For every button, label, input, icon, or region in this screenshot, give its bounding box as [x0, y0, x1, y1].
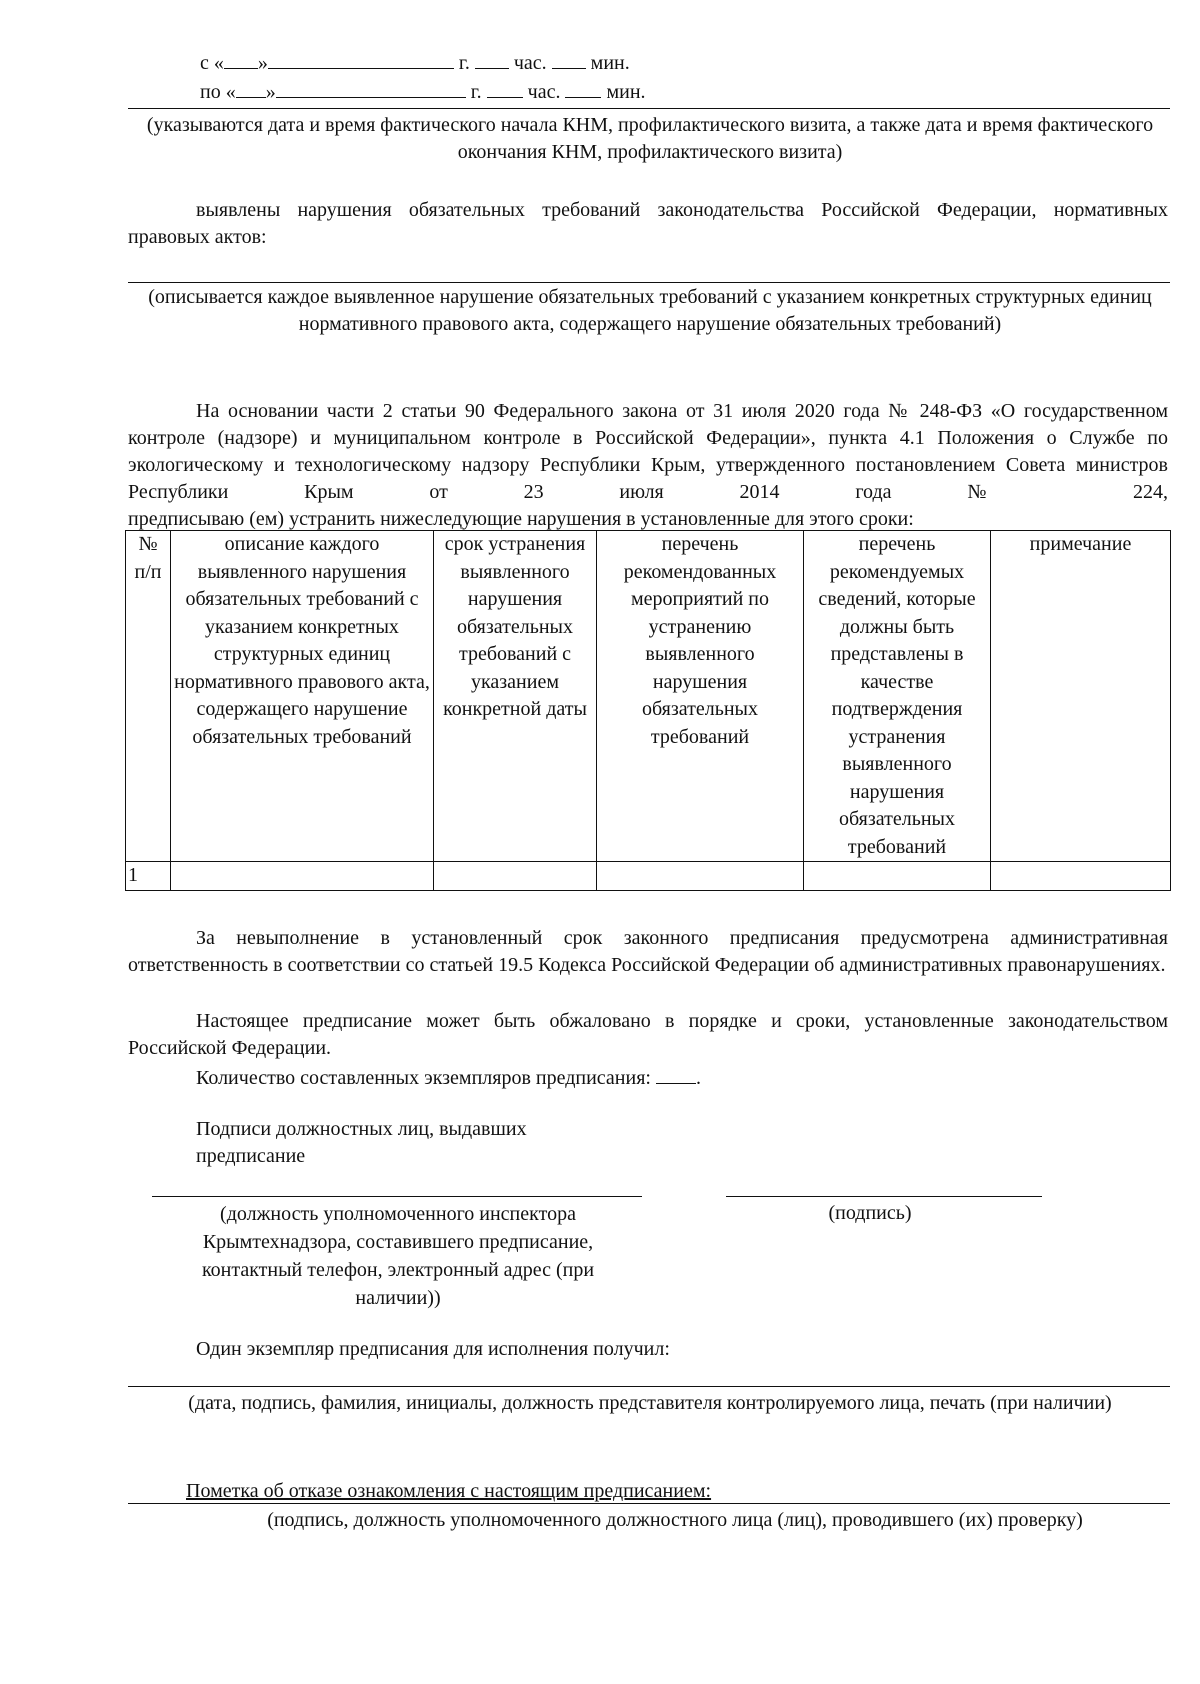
time-from-minute-blank[interactable] — [552, 50, 586, 69]
cell-evidence[interactable] — [804, 862, 991, 891]
time-from-minute-label: мин. — [590, 52, 630, 74]
received-rule[interactable] — [128, 1386, 1170, 1387]
header-deadline: срок устранения выявленного нарушения обязательных требований с указанием конкретной даты — [434, 531, 597, 862]
header-measures: перечень рекомендованных мероприятий по устранению выявленного нарушения обязательных требований — [597, 531, 804, 862]
liability-text: За невыполнение в установленный срок законного предписания предусмотрена административная ответственность в соответствии со статьей 19.5 Кодекса Российской Федерации об административных правонарушениях. — [128, 927, 1168, 976]
inspector-note: (должность уполномоченного инспектора Крымтехнадзора, составившего предписание, контактный телефон, электронный адрес (при наличии)) — [201, 1203, 595, 1309]
violations-intro: выявлены нарушения обязательных требований законодательства Российской Федерации, нормативных правовых актов: — [128, 199, 1168, 248]
time-from-hour-blank[interactable] — [475, 50, 509, 69]
signature-rule[interactable] — [726, 1196, 1042, 1197]
time-rule — [128, 108, 1170, 109]
time-to-hour-label: час. — [527, 81, 561, 103]
header-description: описание каждого выявленного нарушения обязательных требований с указанием конкретных структурных единиц нормативного правового акта, содержащего нарушение обязательных требований — [171, 531, 434, 862]
time-from-year-label: г. — [458, 52, 470, 74]
time-from-prefix: с « — [200, 52, 224, 74]
refusal-text: Пометка об отказе ознакомления с настоящим предписанием: — [186, 1480, 712, 1502]
time-to-year-label: г. — [470, 81, 482, 103]
received-note: (дата, подпись, фамилия, инициалы, должность представителя контролируемого лица, печать (при наличии) — [188, 1392, 1112, 1414]
cell-note[interactable] — [991, 862, 1171, 891]
copies-line — [196, 1065, 701, 1092]
basis-text: На основании части 2 статьи 90 Федерального закона от 31 июля 2020 года № 248-ФЗ «О государственном контроле (надзоре) и муниципальном контроле в Российской Федерации», пункта 4.1 Положения о Службе по экологическому и технологическому надзору Республики Крым, утвержденного постановлением Совета министров Республики Крым от 23 июля 2014 года № 224, — [128, 400, 1168, 503]
basis-text-last: предписываю (ем) устранить нижеследующие нарушения в установленные для этого сроки: — [128, 508, 914, 530]
violations-rule[interactable] — [128, 282, 1170, 283]
time-from-month-blank[interactable] — [268, 50, 454, 69]
received-text: Один экземпляр предписания для исполнения получил: — [196, 1338, 670, 1360]
time-from-line — [200, 50, 630, 77]
cell-measures[interactable] — [597, 862, 804, 891]
table-row — [126, 862, 1171, 891]
header-number: № п/п — [126, 531, 171, 862]
header-note: примечание — [991, 531, 1171, 862]
time-to-close-quote: » — [265, 81, 276, 103]
inspector-signature-rule[interactable] — [152, 1196, 642, 1197]
signature-note: (подпись) — [828, 1202, 912, 1224]
signatures-heading: Подписи должностных лиц, выдавших предписание — [196, 1118, 527, 1167]
time-from-day-blank[interactable] — [224, 50, 258, 69]
cell-description[interactable] — [171, 862, 434, 891]
time-note: (указываются дата и время фактического начала КНМ, профилактического визита, а также дата и время фактического окончания КНМ, профилактического визита) — [146, 114, 1154, 163]
header-evidence: перечень рекомендуемых сведений, которые должны быть представлены в качестве подтверждения устранения выявленного нарушения обязательных требований — [804, 531, 991, 862]
violations-note: (описывается каждое выявленное нарушение обязательных требований с указанием конкретных структурных единиц нормативного правового акта, содержащего нарушение обязательных требований) — [148, 286, 1152, 335]
violations-table — [125, 530, 1171, 891]
cell-deadline[interactable] — [434, 862, 597, 891]
refusal-note: (подпись, должность уполномоченного должностного лица (лиц), проводившего (их) проверку) — [267, 1509, 1083, 1531]
copies-end: . — [695, 1067, 701, 1089]
copies-count-blank[interactable] — [656, 1065, 696, 1084]
time-from-hour-label: час. — [513, 52, 547, 74]
time-to-minute-label: мин. — [606, 81, 646, 103]
time-to-month-blank[interactable] — [276, 79, 466, 98]
refusal-rule[interactable] — [128, 1503, 1170, 1504]
appeal-text: Настоящее предписание может быть обжаловано в порядке и сроки, установленные законодательством Российской Федерации. — [128, 1010, 1168, 1059]
time-to-day-blank[interactable] — [236, 79, 266, 98]
table-header-row — [126, 531, 1171, 862]
time-from-close-quote: » — [257, 52, 268, 74]
cell-number[interactable]: 1 — [126, 862, 171, 891]
time-to-line — [200, 79, 646, 106]
time-to-hour-blank[interactable] — [487, 79, 523, 98]
time-to-minute-blank[interactable] — [565, 79, 601, 98]
copies-text: Количество составленных экземпляров предписания: — [196, 1067, 651, 1089]
time-to-prefix: по « — [200, 81, 236, 103]
